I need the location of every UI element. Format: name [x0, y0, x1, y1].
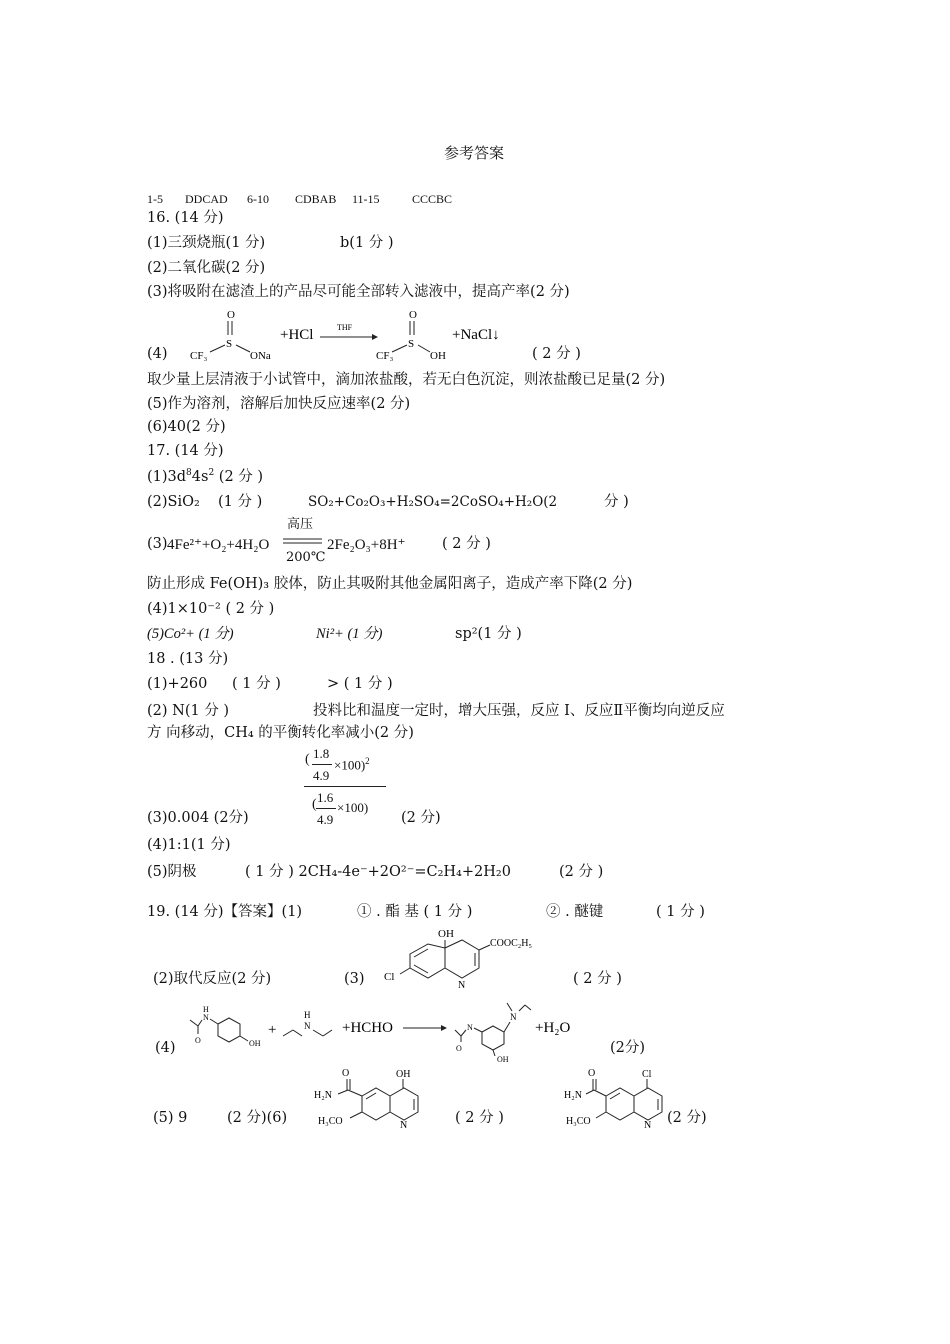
q17-part2-b-score: 分 ) — [604, 494, 629, 510]
q19-part4-reaction — [185, 1000, 605, 1064]
q3-n: N — [458, 980, 466, 991]
r-plus: + — [268, 1022, 277, 1038]
q18-part3-a: (3)0.004 (2分) — [147, 810, 249, 826]
q19-part4-label: (4) — [155, 1040, 176, 1056]
s6a-o: O — [342, 1068, 350, 1079]
q19-part1-c: ( 1 分 ) — [656, 904, 705, 920]
r2-h: H — [304, 1010, 311, 1020]
q18-part3-score: (2 分) — [401, 810, 441, 826]
s6b-h2n: H₂N — [564, 1090, 582, 1101]
q18-part5-a: (5)阴极 — [147, 864, 197, 880]
q17-p1-mid: 4s — [191, 468, 209, 485]
reactant-cf3: CF₃ — [190, 350, 208, 362]
q17-part5-a: (5)Co²+ (1 分) — [147, 626, 234, 642]
q19-part6-b-score: (2 分) — [667, 1110, 707, 1126]
p-n1: N — [467, 1023, 473, 1032]
q17-part3-note: 防止形成 Fe(OH)₃ 胶体，防止其吸附其他金属阳离子，造成产率下降(2 分) — [147, 576, 633, 592]
s6a-oh: OH — [396, 1069, 411, 1080]
den-frac-top: 1.6 — [317, 790, 334, 805]
q16-part6: (6)40(2 分) — [147, 419, 226, 435]
den-tail: ×100) — [337, 800, 369, 815]
equals-sign — [282, 537, 324, 545]
q17-part3-label: (3) — [147, 536, 168, 552]
p-o: O — [456, 1044, 462, 1053]
q17-part3-cond-top: 高压 — [287, 517, 314, 532]
product-cf3: CF₃ — [376, 350, 394, 362]
r1-oh: OH — [249, 1039, 261, 1048]
q17-part3-left: 4Fe²⁺+O₂+4H₂O — [167, 537, 270, 553]
q17-part3-score: ( 2 分 ) — [442, 536, 491, 552]
num-tail — [334, 756, 370, 773]
mc-answer-1: DDCAD — [185, 192, 228, 206]
q18-part1-c: > ( 1 分 ) — [327, 676, 393, 692]
reactant-o: O — [227, 309, 235, 321]
q19-header: 19. (14 分)【答案】(1) — [147, 904, 303, 920]
thf-label: THF — [337, 323, 353, 332]
den-open-paren: ( — [312, 797, 317, 812]
mc-range-3: 11-15 — [352, 192, 380, 206]
mc-range-1: 1-5 — [147, 192, 163, 206]
q17-p1-sup1: 8 — [186, 468, 192, 478]
mc-range-2: 6-10 — [247, 192, 269, 206]
q17-part1 — [147, 468, 263, 486]
main-frac-bar — [304, 786, 386, 787]
q17-part2-a: (2)SiO₂ — [147, 494, 200, 510]
q19-part3-score: ( 2 分 ) — [573, 971, 622, 987]
r1-n: N — [203, 1013, 209, 1022]
s6a-n: N — [400, 1120, 408, 1131]
q17-part3-cond-bottom: 200℃ — [286, 550, 326, 565]
reactant-ona: ONa — [250, 350, 271, 362]
q19-part3-structure — [380, 926, 532, 992]
q16-part4-note: 取少量上层清液于小试管中，滴加浓盐酸，若无白色沉淀，则浓盐酸已足量(2 分) — [147, 372, 666, 388]
q16-reaction-scheme — [180, 305, 580, 365]
mc-answer-3: CCCBC — [412, 192, 453, 206]
q19-part1-a: ① . 酯 基 ( 1 分 ) — [357, 904, 473, 920]
q3-cl: Cl — [384, 971, 395, 983]
q17-header: 17. (14 分) — [147, 443, 224, 459]
q19-part3-label: (3) — [344, 971, 365, 987]
q17-part5-b: Ni²+ (1 分) — [316, 626, 383, 642]
num-frac-bar — [312, 764, 332, 765]
reactant-s: S — [226, 338, 233, 350]
q3-oh: OH — [438, 928, 454, 940]
num-tail-sup: 2 — [365, 756, 370, 766]
q17-part5-c: sp²(1 分 ) — [455, 626, 522, 642]
q16-part4-label: (4) — [147, 346, 168, 362]
q19-part6-structure-a — [312, 1064, 442, 1132]
q3-ester: COOC₂H₅ — [490, 938, 532, 949]
q18-part1-a: (1)+260 — [147, 676, 208, 692]
q16-part2: (2)二氧化碳(2 分) — [147, 260, 266, 276]
q18-part4: (4)1:1(1 分) — [147, 837, 231, 853]
num-tail-text: ×100) — [334, 757, 366, 773]
q17-p1-sup2: 2 — [208, 468, 215, 478]
s6b-o: O — [588, 1068, 596, 1079]
q17-p1-score: (2 分 ) — [214, 468, 264, 485]
q16-part5: (5)作为溶剂，溶解后加快反应速率(2 分) — [147, 396, 411, 412]
q19-part2: (2)取代反应(2 分) — [153, 971, 272, 987]
q18-part5-b: ( 1 分 ) 2CH₄-4e⁻+2O²⁻=C₂H₄+2H₂0 — [245, 864, 511, 880]
product-oh: OH — [430, 350, 446, 362]
r2-n: N — [304, 1021, 311, 1031]
den-frac-bot: 4.9 — [317, 812, 334, 827]
product-o: O — [409, 309, 417, 321]
r1-o: O — [195, 1036, 201, 1045]
q16-part4-score: ( 2 分 ) — [532, 346, 581, 362]
q19-part5-label: (5) 9 — [153, 1110, 188, 1126]
mc-answer-2: CDBAB — [295, 192, 337, 206]
num-frac-bot: 4.9 — [313, 768, 330, 783]
den-frac-bar — [316, 808, 336, 809]
num-frac-top: 1.8 — [313, 746, 330, 761]
s6b-och3: H₃CO — [566, 1116, 591, 1127]
q16-part1: (1)三颈烧瓶(1 分) — [147, 235, 266, 251]
plus-hcho: +HCHO — [342, 1020, 393, 1036]
q18-part2-a: (2) N(1 分 ) — [147, 703, 230, 719]
q18-part1-b: ( 1 分 ) — [232, 676, 281, 692]
q19-part4-score: (2分) — [610, 1040, 646, 1056]
page-title: 参考答案 — [444, 144, 505, 162]
s6a-och3: H₃CO — [318, 1116, 343, 1127]
plus-hcl: +HCl — [280, 327, 314, 343]
s6a-h2n: H₂N — [314, 1090, 332, 1101]
s6b-cl: Cl — [642, 1069, 652, 1080]
q19-part6-a-score: ( 2 分 ) — [455, 1110, 504, 1126]
q19-part5-score: (2 分)(6) — [227, 1110, 288, 1126]
q18-part2-c: 方 向移动，CH₄ 的平衡转化率减小(2 分) — [147, 725, 414, 741]
q18-header: 18 . (13 分) — [147, 651, 229, 667]
p-n2: N — [510, 1012, 517, 1022]
r1-h: H — [203, 1005, 209, 1014]
q19-part1-b: ② . 醚键 — [546, 904, 604, 920]
num-open-paren: ( — [305, 752, 310, 767]
q18-part5-c: (2 分 ) — [559, 864, 604, 880]
plus-h2o: +H₂O — [535, 1020, 571, 1036]
s6b-n: N — [644, 1120, 652, 1131]
q17-part2-b: SO₂+Co₂O₃+H₂SO₄=2CoSO₄+H₂O(2 — [308, 494, 558, 510]
q16-part1-b: b(1 分 ) — [340, 235, 394, 251]
p-oh: OH — [497, 1055, 509, 1064]
q19-part6-structure-b — [564, 1064, 674, 1132]
q18-part2-b: 投料比和温度一定时，增大压强，反应 I、反应Ⅱ平衡均向逆反应 — [313, 703, 725, 719]
q17-part4: (4)1×10⁻² ( 2 分 ) — [147, 601, 275, 617]
q16-part3: (3)将吸附在滤渣上的产品尽可能全部转入滤液中，提高产率(2 分) — [147, 284, 570, 300]
product-s: S — [408, 338, 415, 350]
q17-part3-right: 2Fe₂O₃+8H⁺ — [327, 537, 406, 553]
plus-nacl: +NaCl↓ — [452, 327, 500, 343]
q17-part2-a-score: (1 分 ) — [218, 494, 263, 510]
q16-header: 16. (14 分) — [147, 210, 224, 226]
q17-p1-pre: (1)3d — [147, 468, 187, 485]
